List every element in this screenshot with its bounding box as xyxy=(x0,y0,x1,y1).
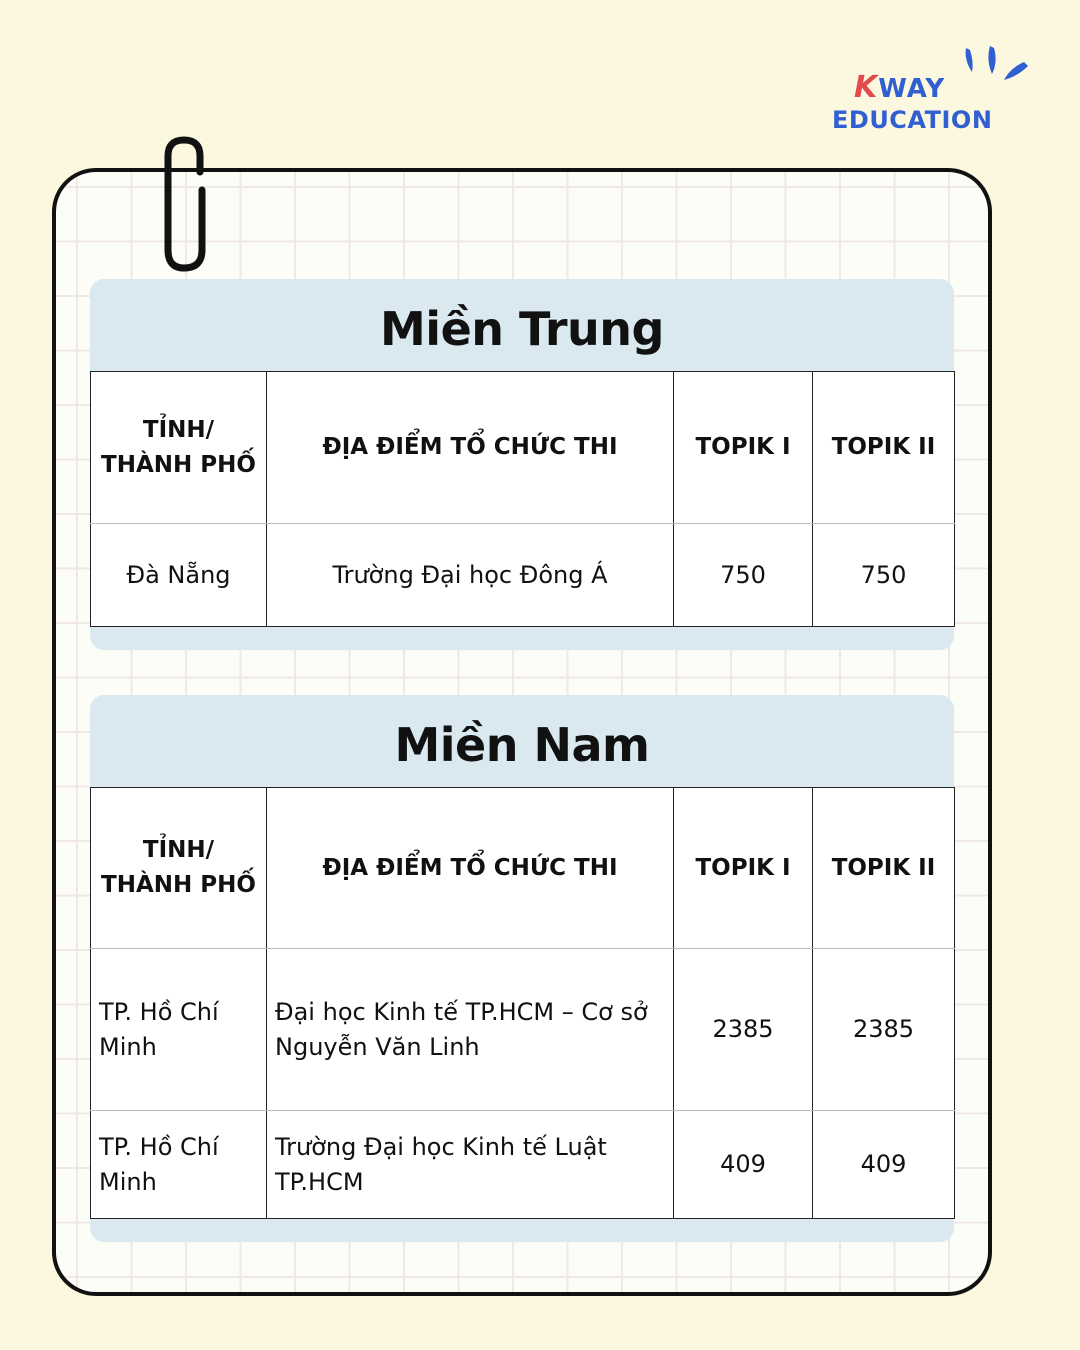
region-panel-central xyxy=(90,279,954,650)
cell-topik1: 750 xyxy=(674,524,813,627)
header-province: TỈNH/ THÀNH PHỐ xyxy=(91,788,267,949)
header-venue: ĐỊA ĐIỂM TỔ CHỨC THI xyxy=(267,788,674,949)
paperclip-icon xyxy=(158,132,214,277)
sparkle-rays-icon xyxy=(958,44,1038,94)
cell-topik1: 409 xyxy=(674,1111,813,1219)
cell-venue: Trường Đại học Kinh tế Luật TP.HCM xyxy=(267,1111,674,1219)
table-row xyxy=(91,524,955,627)
header-venue: ĐỊA ĐIỂM TỔ CHỨC THI xyxy=(267,372,674,524)
header-topik2: TOPIK II xyxy=(813,788,955,949)
region-title: Miền Trung xyxy=(380,302,664,356)
header-topik2: TOPIK II xyxy=(813,372,955,524)
cell-venue: Trường Đại học Đông Á xyxy=(267,524,674,627)
exam-table xyxy=(90,371,955,627)
brand-logo xyxy=(826,44,1036,144)
region-panel-south xyxy=(90,695,954,1242)
exam-table xyxy=(90,787,955,1219)
cell-venue: Đại học Kinh tế TP.HCM – Cơ sở Nguyễn Văn Linh xyxy=(267,949,674,1111)
header-topik1: TOPIK I xyxy=(674,788,813,949)
table-row xyxy=(91,949,955,1111)
logo-kway xyxy=(854,70,945,105)
cell-topik2: 409 xyxy=(813,1111,955,1219)
logo-way: WAY xyxy=(878,74,946,104)
cell-province: TP. Hồ Chí Minh xyxy=(91,949,267,1111)
logo-education: EDUCATION xyxy=(832,106,993,134)
region-title: Miền Nam xyxy=(394,718,650,772)
cell-province: TP. Hồ Chí Minh xyxy=(91,1111,267,1219)
cell-topik2: 2385 xyxy=(813,949,955,1111)
table-header-row xyxy=(91,372,955,524)
header-topik1: TOPIK I xyxy=(674,372,813,524)
logo-k: K xyxy=(854,70,879,105)
cell-topik2: 750 xyxy=(813,524,955,627)
table-header-row xyxy=(91,788,955,949)
table-row xyxy=(91,1111,955,1219)
cell-topik1: 2385 xyxy=(674,949,813,1111)
header-province: TỈNH/ THÀNH PHỐ xyxy=(91,372,267,524)
cell-province: Đà Nẵng xyxy=(91,524,267,627)
